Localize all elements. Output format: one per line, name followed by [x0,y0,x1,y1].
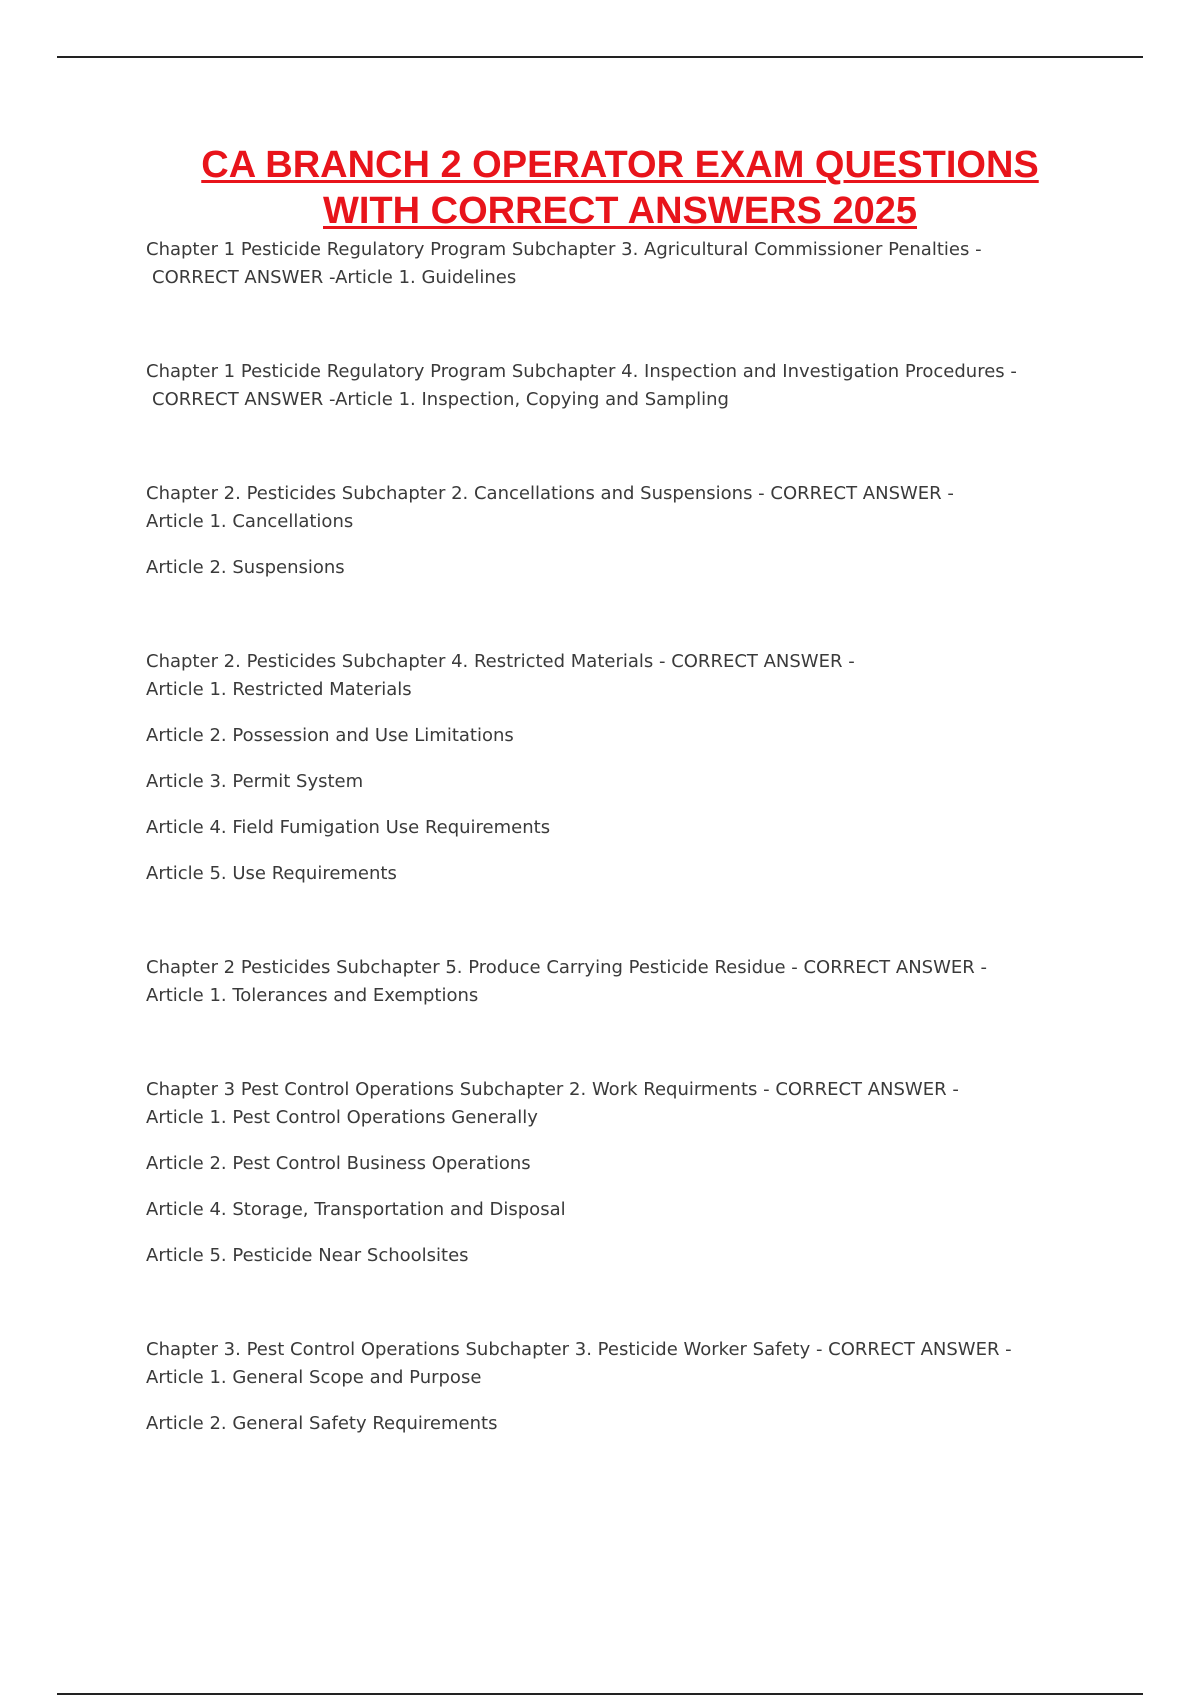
question-text: Chapter 2 Pesticides Subchapter 5. Produce Carrying Pesticide Residue - CORRECT ANSWER - [146,957,987,978]
answer-text: Article 1. General Scope and Purpose [146,1367,482,1388]
question-text: Chapter 3 Pest Control Operations Subchapter 2. Work Requirments - CORRECT ANSWER - [146,1079,959,1100]
qa-item [146,648,1046,888]
qa-item [146,1336,1046,1438]
qa-list [146,236,1046,1438]
qa-item [146,954,1046,1010]
article-item: Article 5. Use Requirements [146,863,397,884]
question-text: Chapter 1 Pesticide Regulatory Program Subchapter 4. Inspection and Investigation Procedures - [146,361,1017,382]
answer-text: Article 1. Pest Control Operations Generally [146,1107,538,1128]
qa-item [146,480,1046,582]
qa-item [146,1076,1046,1270]
answer-text: CORRECT ANSWER -Article 1. Guidelines [152,267,517,288]
article-item: Article 4. Storage, Transportation and Disposal [146,1199,566,1220]
qa-item [146,236,1046,292]
article-item: Article 2. Pest Control Business Operations [146,1153,531,1174]
top-rule [57,56,1143,58]
answer-text: CORRECT ANSWER -Article 1. Inspection, Copying and Sampling [152,389,729,410]
question-text: Chapter 2. Pesticides Subchapter 4. Restricted Materials - CORRECT ANSWER - [146,651,855,672]
qa-item [146,358,1046,414]
article-item: Article 2. Possession and Use Limitations [146,725,514,746]
article-item: Article 5. Pesticide Near Schoolsites [146,1245,469,1266]
article-item: Article 3. Permit System [146,771,364,792]
answer-text: Article 1. Tolerances and Exemptions [146,985,479,1006]
question-text: Chapter 3. Pest Control Operations Subchapter 3. Pesticide Worker Safety - CORRECT ANSWER - [146,1339,1012,1360]
document-title [0,142,1200,234]
question-text: Chapter 1 Pesticide Regulatory Program Subchapter 3. Agricultural Commissioner Penalties - [146,239,982,260]
article-item: Article 4. Field Fumigation Use Requirements [146,817,551,838]
article-item: Article 2. Suspensions [146,557,345,578]
title-line-2: WITH CORRECT ANSWERS 2025 [323,190,917,232]
answer-text: Article 1. Cancellations [146,511,354,532]
question-text: Chapter 2. Pesticides Subchapter 2. Cancellations and Suspensions - CORRECT ANSWER - [146,483,954,504]
title-line-1: CA BRANCH 2 OPERATOR EXAM QUESTIONS [201,144,1039,186]
article-item: Article 2. General Safety Requirements [146,1413,498,1434]
answer-text: Article 1. Restricted Materials [146,679,412,700]
bottom-rule [57,1693,1143,1695]
